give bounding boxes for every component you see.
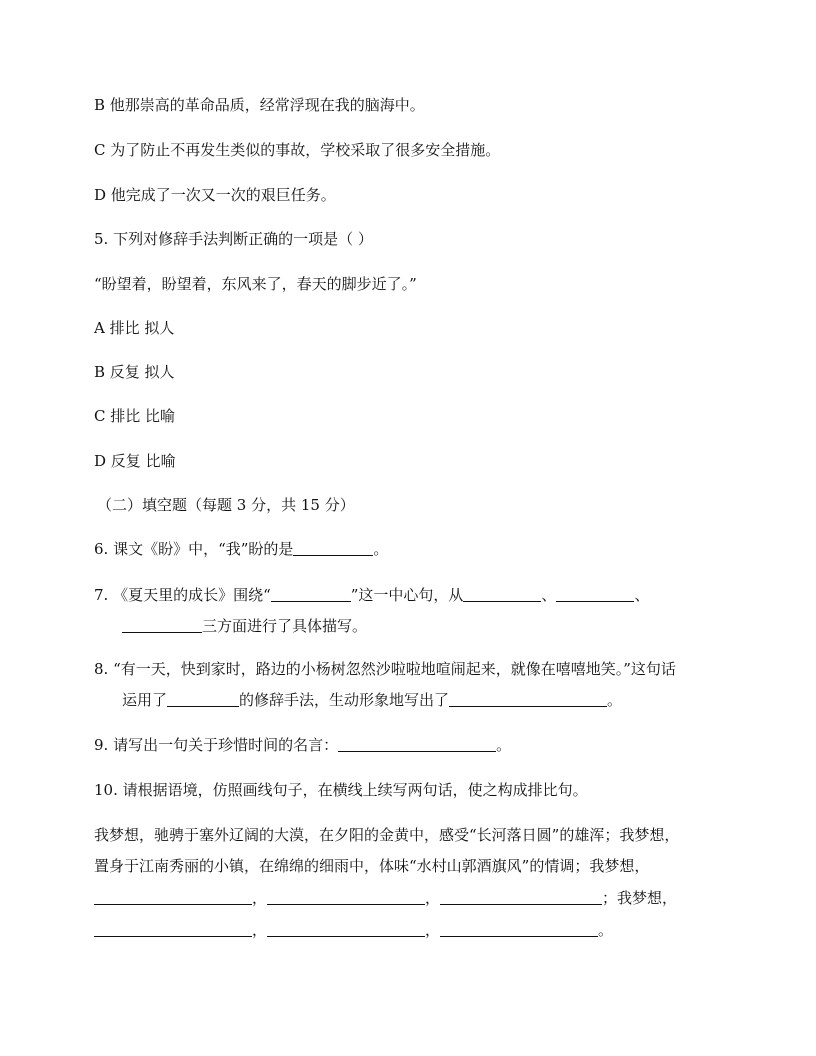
q7-line-1 (94, 585, 649, 605)
q10-passage-line-2: 置身于江南秀丽的小镇，在绵绵的细雨中，体味“水村山郭酒旗风”的情调；我梦想， (94, 857, 650, 875)
q10-answer-line-2 (94, 920, 613, 940)
q10-stem: 10. 请根据语境，仿照画线句子，在横线上续写两句话，使之构成排比句。 (94, 781, 588, 799)
q5-stem: 5. 下列对修辞手法判断正确的一项是（ ） (94, 230, 373, 248)
q8-text-3: 的修辞手法，生动形象地写出了 (239, 691, 450, 709)
q7-blank-aspect-1[interactable] (463, 585, 541, 602)
q9-answer-blank[interactable] (338, 735, 496, 752)
q8-blank-effect[interactable] (449, 690, 607, 707)
q10-blank-6[interactable] (440, 920, 598, 937)
q4-option-c: C 为了防止不再发生类似的事故，学校采取了很多安全措施。 (94, 141, 501, 159)
q10-blank-2[interactable] (267, 888, 425, 905)
q7-line-2 (122, 616, 367, 636)
q9-text: 9. 请写出一句关于珍惜时间的名言： (94, 736, 339, 754)
q7-blank-center-sentence[interactable] (271, 585, 351, 602)
q7-blank-aspect-3[interactable] (122, 616, 202, 633)
q7-text-3: 三方面进行了具体描写。 (202, 617, 368, 635)
q10-answer-line-1 (94, 888, 677, 908)
q10-comma-1: ， (252, 889, 268, 907)
q6-text: 6. 课文《盼》中，“我”盼的是 (94, 540, 294, 558)
q9 (94, 735, 511, 755)
section-title-fill-in: （二）填空题（每题 3 分，共 15 分） (97, 496, 355, 514)
q10-comma-3: ， (252, 921, 268, 939)
q10-passage-line-1: 我梦想，驰骋于塞外辽阔的大漠，在夕阳的金黄中，感受“长河落日圆”的雄浑；我梦想， (94, 826, 680, 844)
q7-sep-1: 、 (541, 586, 557, 604)
q6-answer-blank[interactable] (293, 539, 373, 556)
q4-option-d: D 他完成了一次又一次的艰巨任务。 (94, 186, 336, 204)
q10-semicolon-tail: ；我梦想， (602, 889, 678, 907)
q8-blank-rhetoric[interactable] (167, 690, 239, 707)
q10-blank-3[interactable] (440, 888, 602, 905)
q10-comma-2: ， (425, 889, 441, 907)
q10-blank-1[interactable] (94, 888, 252, 905)
q8-end: 。 (607, 691, 623, 709)
q7-text-1: 7. 《夏天里的成长》围绕“ (94, 586, 271, 604)
q10-blank-5[interactable] (267, 920, 425, 937)
q5-option-a: A 排比 拟人 (94, 319, 175, 337)
q10-comma-4: ， (425, 921, 441, 939)
q7-text-2: ”这一中心句，从 (350, 586, 464, 604)
q8-line-1: 8. “有一天，快到家时，路边的小杨树忽然沙啦啦地喧闹起来，就像在嘻嘻地笑。”这句话 (94, 660, 676, 678)
q5-quote: “盼望着，盼望着，东风来了，春天的脚步近了。” (94, 275, 417, 293)
q6 (94, 539, 388, 559)
q6-end: 。 (373, 540, 389, 558)
q8-line-2 (122, 690, 622, 710)
q5-option-c: C 排比 比喻 (94, 407, 176, 425)
q7-blank-aspect-2[interactable] (556, 585, 634, 602)
q5-option-d: D 反复 比喻 (94, 452, 176, 470)
q8-text-2: 运用了 (122, 691, 168, 709)
q10-blank-4[interactable] (94, 920, 252, 937)
q7-sep-2: 、 (634, 586, 650, 604)
q4-option-b: B 他那崇高的革命品质，经常浮现在我的脑海中。 (94, 96, 425, 114)
q5-option-b: B 反复 拟人 (94, 363, 175, 381)
q10-end: 。 (598, 921, 614, 939)
q9-end: 。 (496, 736, 512, 754)
